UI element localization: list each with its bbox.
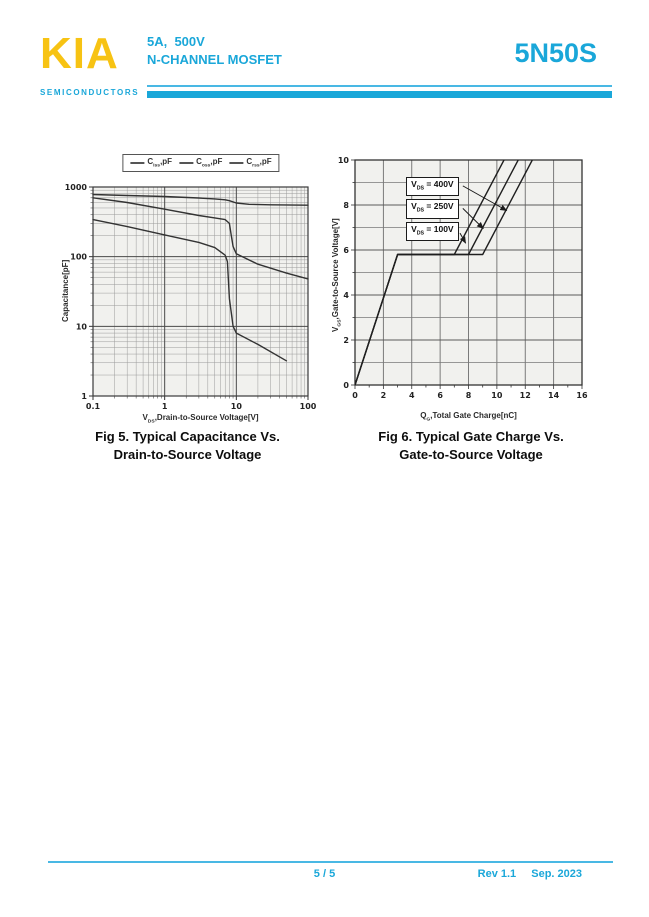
- svg-text:0: 0: [352, 391, 358, 400]
- header-rule-thick: [147, 91, 612, 98]
- svg-text:14: 14: [548, 391, 560, 400]
- svg-text:100: 100: [299, 402, 317, 411]
- fig5-y-axis-label: Capacitance[pF]: [61, 259, 70, 322]
- footer-rule: [48, 861, 613, 863]
- svg-text:4: 4: [408, 391, 415, 400]
- legend-label-crss: $C_{rss},pF$: [246, 157, 272, 169]
- fig6-y-axis-label: $V_{GS},Gate-to$-Source Voltage[V]: [331, 218, 343, 332]
- header-rule-thin: [147, 85, 612, 87]
- svg-text:12: 12: [519, 391, 531, 400]
- fig5-chart: [55, 150, 320, 412]
- legend-item-ciss: [130, 157, 172, 169]
- fig6-caption-line2: Gate-to-Source Voltage: [399, 447, 543, 462]
- svg-text:8: 8: [343, 201, 349, 210]
- figure-6: [325, 150, 617, 480]
- revision-label: Rev 1.1: [477, 868, 517, 880]
- fig5-caption-line1: Fig 5. Typical Capacitance Vs.: [95, 429, 280, 444]
- svg-text:10: 10: [337, 156, 349, 165]
- device-rating: 5A, 500V: [147, 34, 205, 49]
- svg-text:6: 6: [343, 246, 349, 255]
- page-number: 5 / 5: [313, 868, 336, 880]
- legend-label-ciss: $C_{iss},pF$: [147, 157, 173, 169]
- legend-label-coss: $C_{oss},pF$: [196, 157, 223, 169]
- legend-item-coss: [179, 157, 222, 169]
- revision-info: [478, 868, 582, 880]
- svg-text:1: 1: [81, 392, 87, 401]
- svg-text:2: 2: [380, 391, 387, 400]
- line-swatch-icon: [229, 162, 243, 164]
- line-swatch-icon: [130, 162, 144, 164]
- fig6-caption: [325, 428, 617, 464]
- svg-text:16: 16: [576, 391, 588, 400]
- svg-text:1: 1: [161, 402, 168, 411]
- fig5-caption-line2: Drain-to-Source Voltage: [113, 447, 262, 462]
- svg-text:4: 4: [343, 291, 349, 300]
- svg-text:0.1: 0.1: [85, 402, 101, 411]
- fig6-caption-line1: Fig 6. Typical Gate Charge Vs.: [378, 429, 564, 444]
- fig6-annotation: $V_{DS} = 250V$: [406, 199, 459, 219]
- fig5-legend: [122, 154, 279, 172]
- kia-logo-subtext: SEMICONDUCTORS: [40, 88, 140, 97]
- fig6-annotation: $V_{DS} = 400V$: [406, 177, 459, 197]
- legend-item-crss: [229, 157, 271, 169]
- svg-text:10: 10: [75, 322, 87, 332]
- kia-logo: KIA: [40, 29, 119, 78]
- fig5-caption: [55, 428, 320, 464]
- svg-text:10: 10: [491, 391, 503, 400]
- fig6-annotation: $V_{DS} = 100V$: [406, 222, 459, 242]
- svg-text:100: 100: [70, 252, 87, 262]
- revision-date: Sep. 2023: [531, 868, 582, 880]
- svg-text:2: 2: [343, 336, 349, 345]
- line-swatch-icon: [179, 162, 193, 164]
- svg-text:8: 8: [465, 391, 472, 400]
- part-number: 5N50S: [514, 38, 597, 68]
- svg-text:0: 0: [343, 381, 349, 390]
- figure-5: [55, 150, 320, 480]
- svg-text:1000: 1000: [64, 183, 87, 192]
- svg-text:10: 10: [230, 402, 242, 411]
- fig6-chart: [325, 150, 617, 412]
- fig5-x-axis-label: $V_{DS},Drain-to$-Source Voltage[V]: [142, 413, 259, 425]
- fig6-x-axis-label: $Q_G,Total$ Gate Charge[nC]: [420, 411, 517, 423]
- device-type: N-CHANNEL MOSFET: [147, 52, 282, 67]
- svg-text:6: 6: [437, 391, 443, 400]
